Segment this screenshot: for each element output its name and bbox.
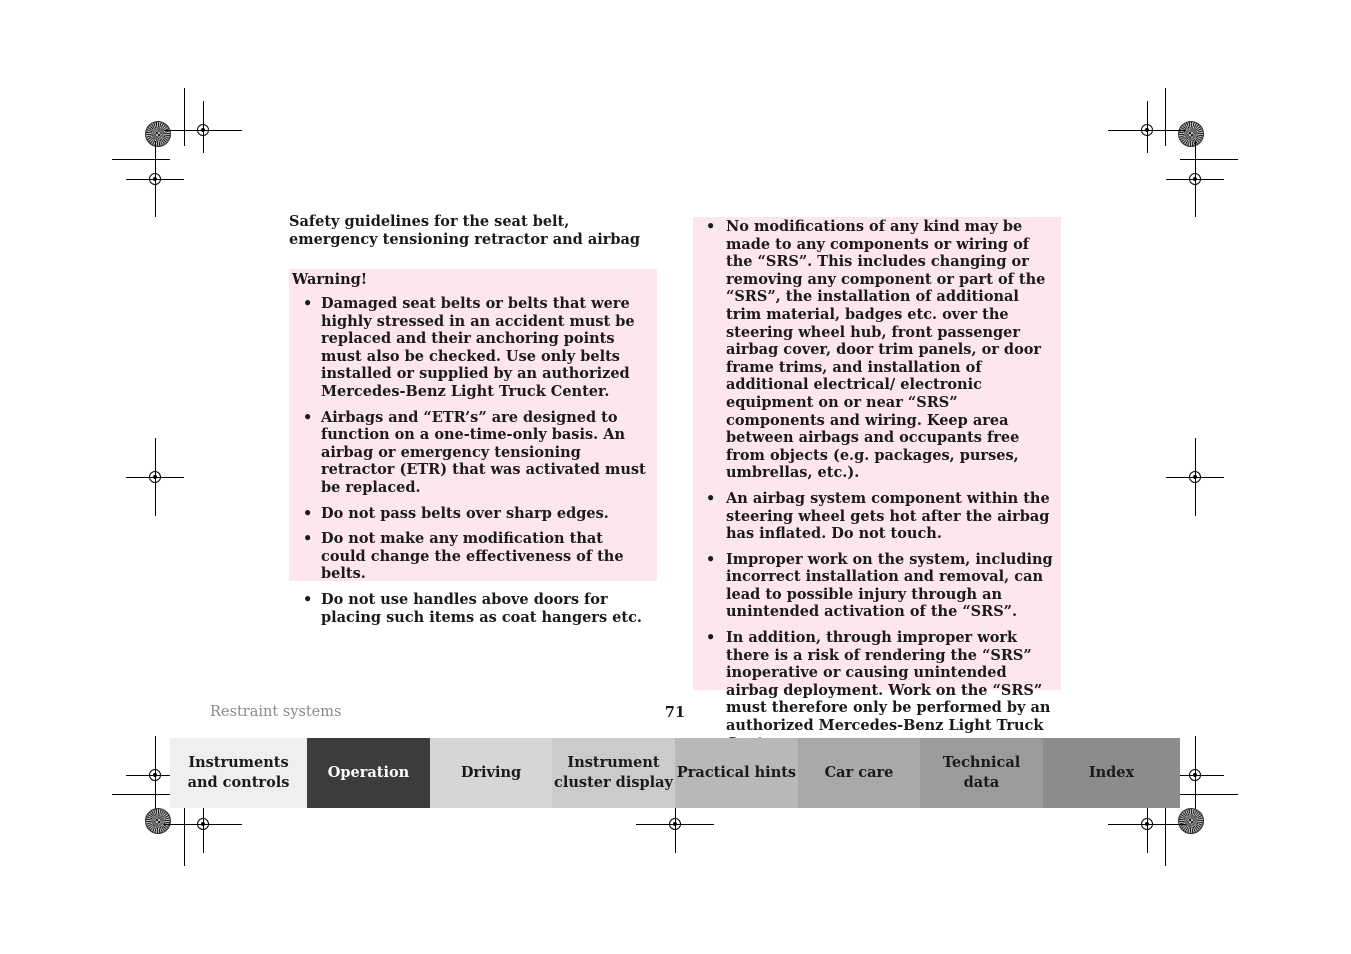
registration-target-icon xyxy=(197,818,209,830)
registration-target-icon xyxy=(1189,769,1201,781)
bullet-icon: • xyxy=(706,489,716,507)
tab-driving[interactable]: Driving xyxy=(430,738,552,808)
section-heading: Safety guidelines for the seat belt, emergency tensioning retractor and airbag xyxy=(289,213,641,248)
registration-target-icon xyxy=(669,818,681,830)
list-item xyxy=(693,218,1055,482)
tab-practical-hints[interactable]: Practical hints xyxy=(675,738,798,808)
list-item-text: No modifications of any kind may be made to any components or wiring of the “SRS”. This includes changing or removing any component or part of the “SRS”, the installation of additional trim material, badges etc. over the steering wheel hub, front passenger airbag cover, door trim panels, or door frame trims, and installation of additional electrical/ electronic equipment on or near “SRS” components and wiring. Keep area between airbags and occupants free from objects (e.g. packages, purses, umbrellas, etc.). xyxy=(726,218,1046,482)
crop-mark xyxy=(1165,808,1166,866)
bullet-icon: • xyxy=(303,504,313,522)
bullet-icon: • xyxy=(706,218,716,235)
crop-mark xyxy=(1180,794,1238,795)
warning-box xyxy=(289,269,657,626)
list-item xyxy=(292,530,649,583)
list-item-text: Damaged seat belts or belts that were highly stressed in an accident must be replaced and their anchoring points must also be checked. Use only belts installed or supplied by an authorized Mercedes-Benz Light Truck Center. xyxy=(321,295,635,400)
tab-instrument-cluster-display[interactable]: Instrument cluster display xyxy=(552,738,675,808)
list-item-text: In addition, through improper work there is a risk of rendering the “SRS” inoperative or causing unintended airbag deployment. Work on the “SRS” must therefore only be performed by an authorized Mercedes-Benz Light Truck xyxy=(726,629,1051,735)
list-item xyxy=(693,490,1055,543)
registration-target-icon xyxy=(1141,124,1153,136)
bullet-icon: • xyxy=(303,530,313,548)
bullet-icon: • xyxy=(706,550,716,568)
tab-technical-data[interactable]: Technical data xyxy=(920,738,1043,808)
srs-warning-box xyxy=(693,217,1061,735)
crop-mark xyxy=(112,159,170,160)
registration-target-icon xyxy=(1189,173,1201,185)
crop-mark xyxy=(184,808,185,866)
sunburst-mark-icon xyxy=(1178,121,1204,147)
tab-index[interactable]: Index xyxy=(1043,738,1180,808)
list-item xyxy=(693,629,1055,752)
list-item xyxy=(693,551,1055,621)
registration-target-icon xyxy=(1141,818,1153,830)
registration-target-icon xyxy=(1189,471,1201,483)
registration-target-icon xyxy=(149,471,161,483)
sunburst-mark-icon xyxy=(1178,808,1204,834)
bullet-icon: • xyxy=(303,295,313,312)
list-item-text: Do not make any modification that could change the effectiveness of the belts. xyxy=(321,530,624,583)
crop-mark xyxy=(112,794,170,795)
list-item-text: Do not pass belts over sharp edges. xyxy=(321,504,609,522)
list-item-text: Airbags and “ETR’s” are designed to function on a one-time-only basis. An airbag or emergency tensioning retractor (ETR) that was activated must be replaced. xyxy=(321,408,646,496)
list-item-text: Do not use handles above doors for placing such items as coat hangers etc. xyxy=(321,590,642,626)
list-item xyxy=(292,295,649,401)
crop-mark xyxy=(1165,88,1166,146)
footer-section-title: Restraint systems xyxy=(210,704,342,720)
registration-target-icon xyxy=(197,124,209,136)
list-item-text: Improper work on the system, including incorrect installation and removal, can lead to possible injury through an unintended activation of the “SRS”. xyxy=(726,550,1053,621)
bullet-icon: • xyxy=(303,590,313,608)
tab-operation[interactable]: Operation xyxy=(307,738,430,808)
warning-list xyxy=(292,295,649,626)
registration-target-icon xyxy=(149,173,161,185)
sunburst-mark-icon xyxy=(145,808,171,834)
crop-mark xyxy=(1180,159,1238,160)
warning-title: Warning! xyxy=(292,271,368,288)
sunburst-mark-icon xyxy=(145,121,171,147)
tab-instruments-and-controls[interactable]: Instruments and controls xyxy=(170,738,307,808)
list-item xyxy=(292,591,649,626)
bullet-icon: • xyxy=(303,408,313,426)
list-item xyxy=(292,409,649,497)
chapter-tab-bar xyxy=(170,738,1180,808)
bullet-icon: • xyxy=(706,629,716,647)
list-item xyxy=(292,505,649,523)
page-number: 71 xyxy=(664,704,686,721)
tab-car-care[interactable]: Car care xyxy=(798,738,920,808)
crop-mark xyxy=(184,88,185,146)
registration-target-icon xyxy=(149,769,161,781)
srs-list xyxy=(693,217,1055,752)
list-item-text: An airbag system component within the steering wheel gets hot after the airbag has inflated. Do not touch. xyxy=(726,489,1050,543)
